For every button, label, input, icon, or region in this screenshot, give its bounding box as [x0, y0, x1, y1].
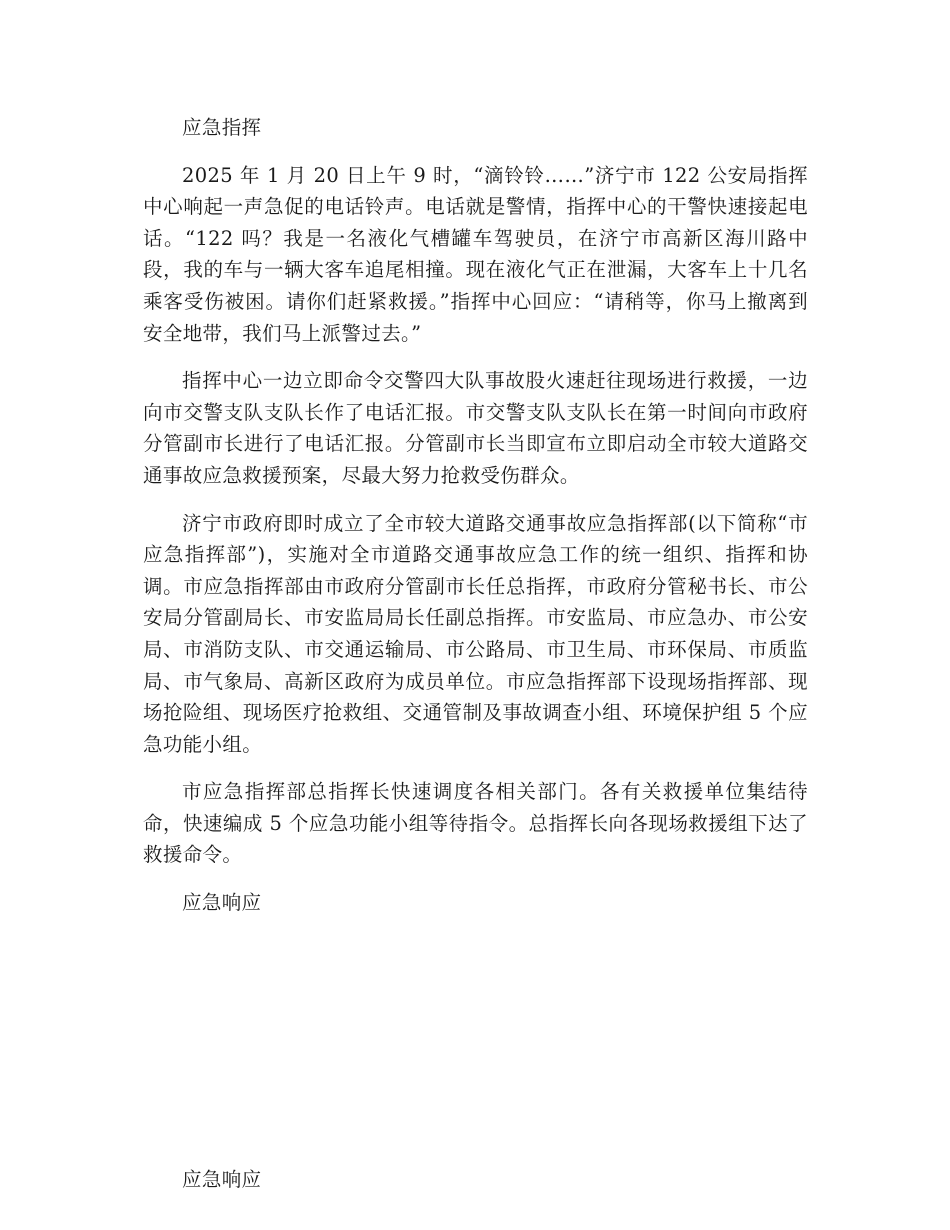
section-heading-command: 应急指挥	[182, 116, 262, 139]
paragraph-2: 指挥中心一边立即命令交警四大队事故股火速赶往现场进行救援，一边向市交警支队支队长作了电话汇报。市交警支队支队长在第一时间向市政府分管副市长进行了电话汇报。分管副市长当即宣布立即启动全市较大道路交通事故应急救援预案，尽最大努力抢救受伤群众。	[143, 369, 808, 487]
document-body	[143, 112, 808, 935]
section-heading-response-footer: 应急响应	[182, 1168, 262, 1191]
paragraph-1: 2025 年 1 月 20 日上午 9 时，“滴铃铃……”济宁市 122 公安局指挥中心响起一声急促的电话铃声。电话就是警情，指挥中心的干警快速接起电话。“122 吗？我是一名液化气槽罐车驾驶员，在济宁市高新区海川路中段，我的车与一辆大客车追尾相撞。现在液化气正在泄漏，大客车上十几名乘客受伤被困。请你们赶紧救援。”指挥中心回应：“请稍等，你马上撤离到安全地带，我们马上派警过去。”	[143, 163, 808, 345]
paragraph-3: 济宁市政府即时成立了全市较大道路交通事故应急指挥部(以下简称“市应急指挥部”)，实施对全市道路交通事故应急工作的统一组织、指挥和协调。市应急指挥部由市政府分管副市长任总指挥，市政府分管秘书长、市公安局分管副局长、市安监局局长任副总指挥。市安监局、市应急办、市公安局、市消防支队、市交通运输局、市公路局、市卫生局、市环保局、市质监局、市气象局、高新区政府为成员单位。市应急指挥部下设现场指挥部、现场抢险组、现场医疗抢救组、交通管制及事故调查小组、环境保护组 5 个应急功能小组。	[143, 511, 808, 756]
paragraph-4: 市应急指挥部总指挥长快速调度各相关部门。各有关救援单位集结待命，快速编成 5 个应急功能小组等待指令。总指挥长向各现场救援组下达了救援命令。	[143, 780, 808, 867]
section-heading-response: 应急响应	[182, 891, 262, 915]
